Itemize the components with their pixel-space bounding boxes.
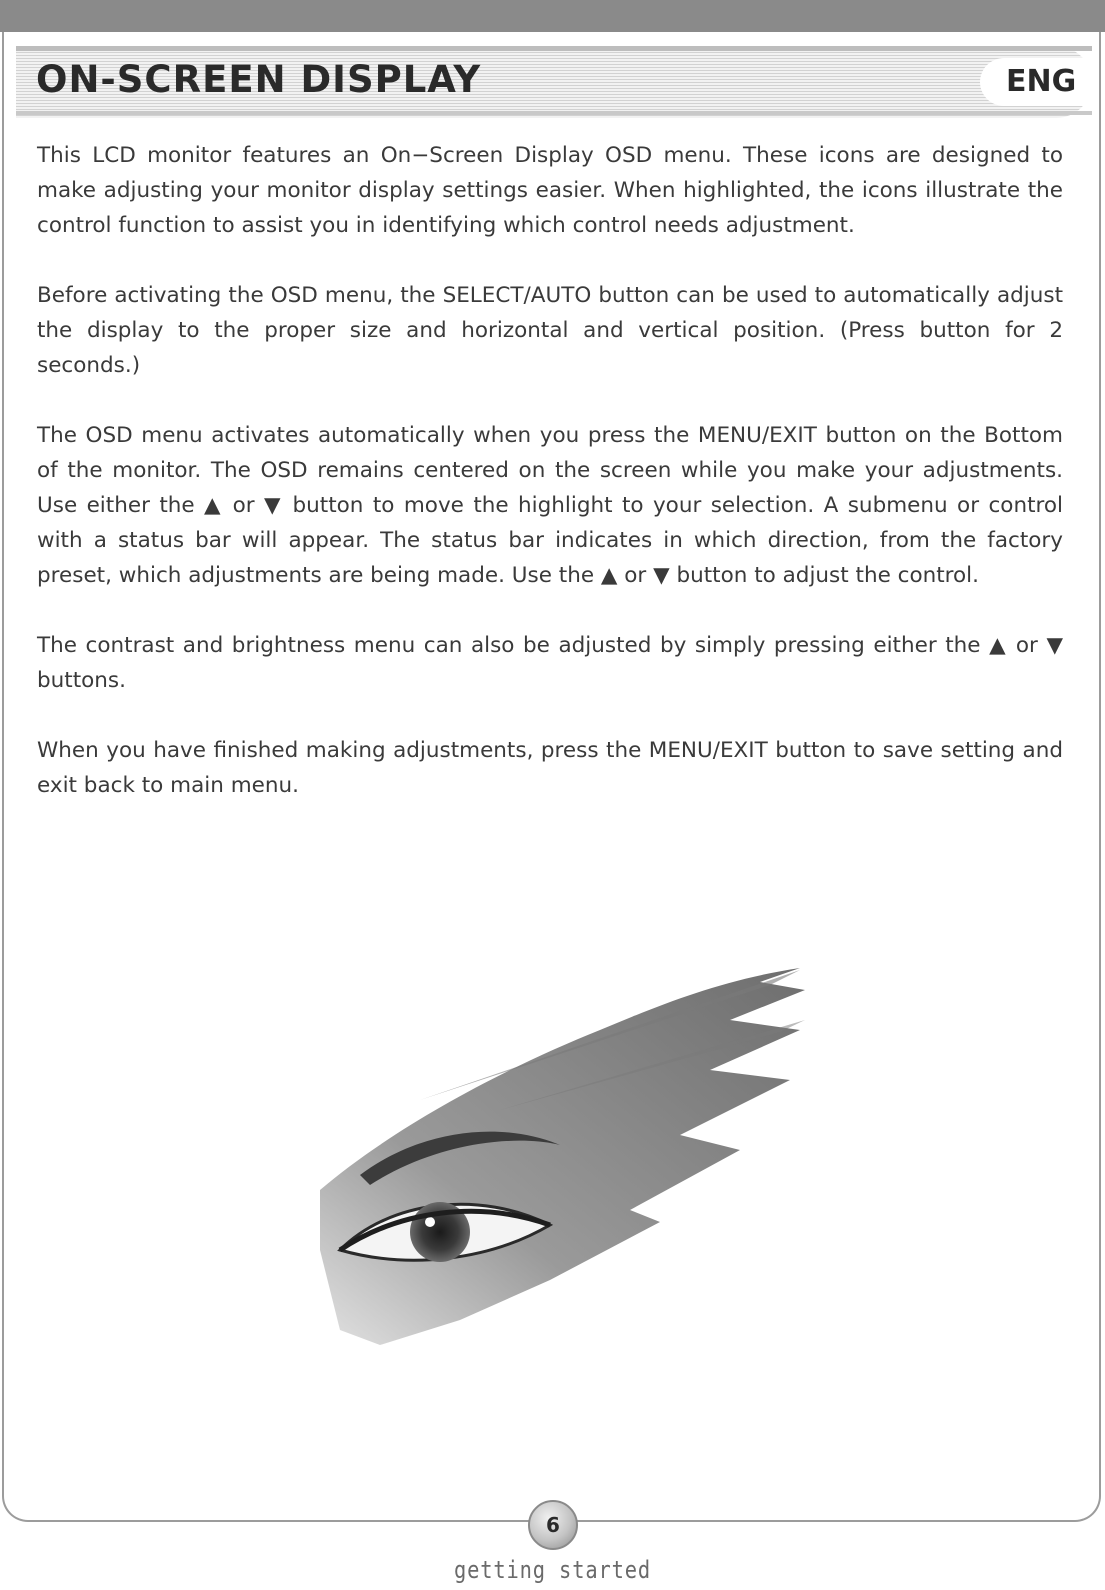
paragraph-select-auto: Before activating the OSD menu, the SELECT/AUTO button can be used to automatically adjust the display to the proper size and horizontal and vertical position. (Press button for 2 seconds.) (37, 283, 1063, 378)
page-number: 6 (546, 1513, 560, 1537)
header-stripe-bottom (16, 111, 1092, 115)
header-stripe-top (16, 46, 1092, 51)
paragraph-osd-menu: The OSD menu activates automatically when you press the MENU/EXIT button on the Bottom of the monitor. The OSD remains centered on the screen while you make your adjustments. Use either the ▲ or ▼ button to move the highlight to your selection. A submenu or control with a status bar will appear. The status bar indicates in which direction, from the factory preset, which adjustments are being made. Use the ▲ or ▼ button to adjust the control. (37, 423, 1063, 588)
page-title: ON-SCREEN DISPLAY (36, 58, 482, 101)
eye-brushstroke-illustration (300, 960, 820, 1360)
body-content (37, 138, 1063, 838)
paragraph-intro: This LCD monitor features an On−Screen Display OSD menu. These icons are designed to make adjusting your monitor display settings easier. When highlighted, the icons illustrate the control function to assist you in identifying which control needs adjustment. (37, 143, 1063, 238)
paragraph-finish: When you have finished making adjustments, press the MENU/EXIT button to save setting and exit back to main menu. (37, 738, 1063, 798)
paragraph-contrast: The contrast and brightness menu can also be adjusted by simply pressing either the ▲ or ▼ buttons. (37, 633, 1063, 693)
eye-highlight (425, 1217, 435, 1227)
language-label: ENG (1006, 64, 1077, 99)
page-number-badge (528, 1500, 578, 1550)
top-bar (0, 0, 1105, 32)
section-label: getting started (454, 1556, 651, 1584)
